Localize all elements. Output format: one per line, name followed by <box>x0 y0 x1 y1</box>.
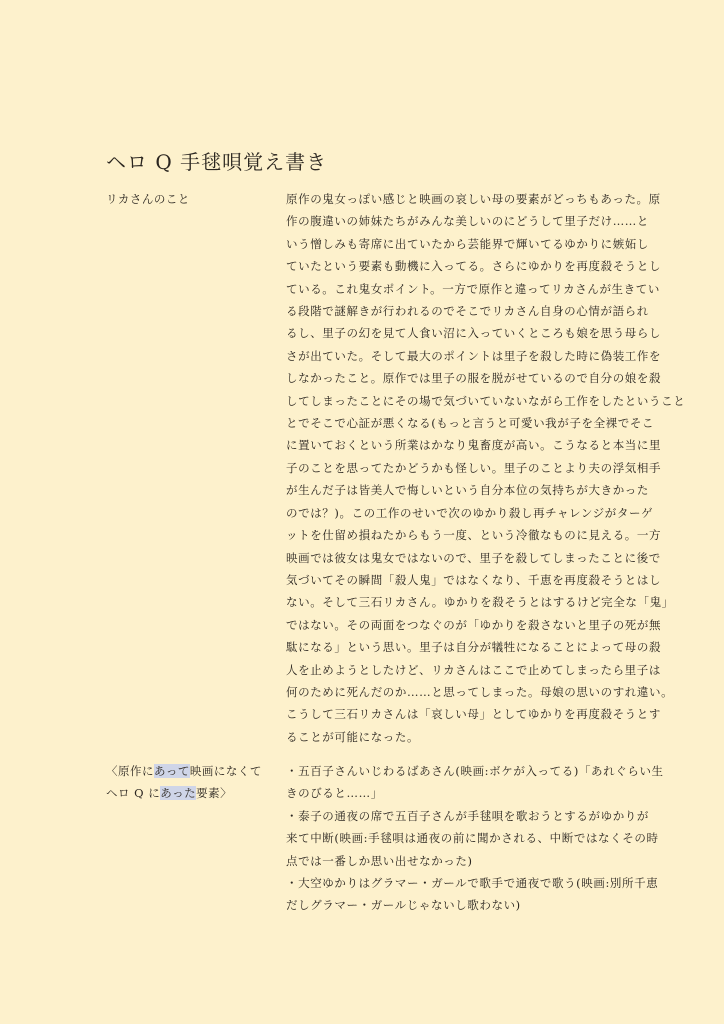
text-line: こうして三石リカさんは「哀しい母」としてゆかりを再度殺そうとす <box>286 707 661 722</box>
text-line: 気づいてその瞬間「殺人鬼」ではなくなり、千恵を再度殺そうとはし <box>286 572 662 587</box>
text-line: 点では一番しか思い出せなかった) <box>286 853 473 868</box>
section-label-line: リカさんのこと <box>106 192 190 206</box>
text-line: ットを仕留め損ねたからもう一度、という冷徹なものに見える。一方 <box>286 528 662 543</box>
text-line: 駄になる」という思い。里子は自分が犠牲になることによって母の殺 <box>286 640 662 655</box>
text-line: きのびると……」 <box>286 786 383 801</box>
text-line: ていたという要素も動機に入ってる。さらにゆかりを再度殺そうとし <box>286 259 662 274</box>
text-line: しなかったこと。原作では里子の服を脱がせているので自分の娘を殺 <box>286 371 662 386</box>
text-line: ることが可能になった。 <box>286 729 420 744</box>
section-label <box>106 188 266 210</box>
text-line: ている。これ鬼女ポイント。一方で原作と違ってリカさんが生きてい <box>286 281 660 296</box>
text-line: とでそこで心証が悪くなる(もっと言うと可愛い我が子を全裸でそこ <box>286 416 655 431</box>
text-line: るし、里子の幻を見て人食い沼に入っていくところも娘を思う母らし <box>286 326 662 341</box>
text-line: のでは？)。この工作のせいで次のゆかり殺し再チャレンジがターゲ <box>286 505 654 520</box>
text-line: ・大空ゆかりはグラマー・ガールで歌手で通夜で歌う(映画:別所千恵 <box>286 876 659 891</box>
text-line: いう憎しみも寄席に出ていたから芸能界で輝いてるゆかりに嫉妬し <box>286 236 649 251</box>
section-label-line: ヘロ Q にあった要素〉 <box>106 786 233 800</box>
text-line: 何のために死んだのか……と思ってしまった。母娘の思いのすれ違い。 <box>286 684 674 699</box>
text-line: 作の腹違いの姉妹たちがみんな美しいのにどうして里子だけ……と <box>286 214 649 229</box>
section-body <box>286 760 664 917</box>
text-line: ない。そして三石リカさん。ゆかりを殺そうとはするけど完全な「鬼」 <box>286 595 674 610</box>
text-line: る段階で謎解きが行われるのでそこでリカさん自身の心情が語られ <box>286 304 649 319</box>
section-label-line: 〈原作にあって映画になくて <box>106 764 262 778</box>
text-line: ではない。その両面をつなぐのが「ゆかりを殺さないと里子の死が無 <box>286 617 662 632</box>
text-line: 子のことを思ってたかどうかも怪しい。里子のことより夫の浮気相手 <box>286 460 662 475</box>
text-line: だしグラマー・ガールじゃないし歌わない) <box>286 898 521 913</box>
page-title: ヘロ Q 手毬唄覚え書き <box>106 150 328 174</box>
text-line: に置いておくという所業はかなり鬼畜度が高い。こうなると本当に里 <box>286 438 662 453</box>
text-line: ・泰子の通夜の席で五百子さんが手毬唄を歌おうとするがゆかりが <box>286 808 649 823</box>
text-line: が生んだ子は皆美人で悔しいという自分本位の気持ちが大きかった <box>286 483 649 498</box>
text-line: さが出ていた。そして最大のポイントは里子を殺した時に偽装工作を <box>286 348 662 363</box>
text-line: 映画では彼女は鬼女ではないので、里子を殺してしまったことに後で <box>286 550 661 565</box>
text-line: 原作の鬼女っぽい感じと映画の哀しい母の要素がどっちもあった。原 <box>286 192 661 206</box>
text-line: ・五百子さんいじわるばあさん(映画:ボケが入ってる)「あれぐらい生 <box>286 764 664 778</box>
text-line: してしまったことにその場で気づいていないながら工作をしたということ <box>286 393 686 408</box>
text-line: 来て中断(映画:手毬唄は通夜の前に聞かされる、中断ではなくその時 <box>286 831 659 846</box>
text-line: 人を止めようとしたけど、リカさんはここで止めてしまったら里子は <box>286 662 661 677</box>
section-body <box>286 188 686 748</box>
section-label <box>106 760 266 804</box>
